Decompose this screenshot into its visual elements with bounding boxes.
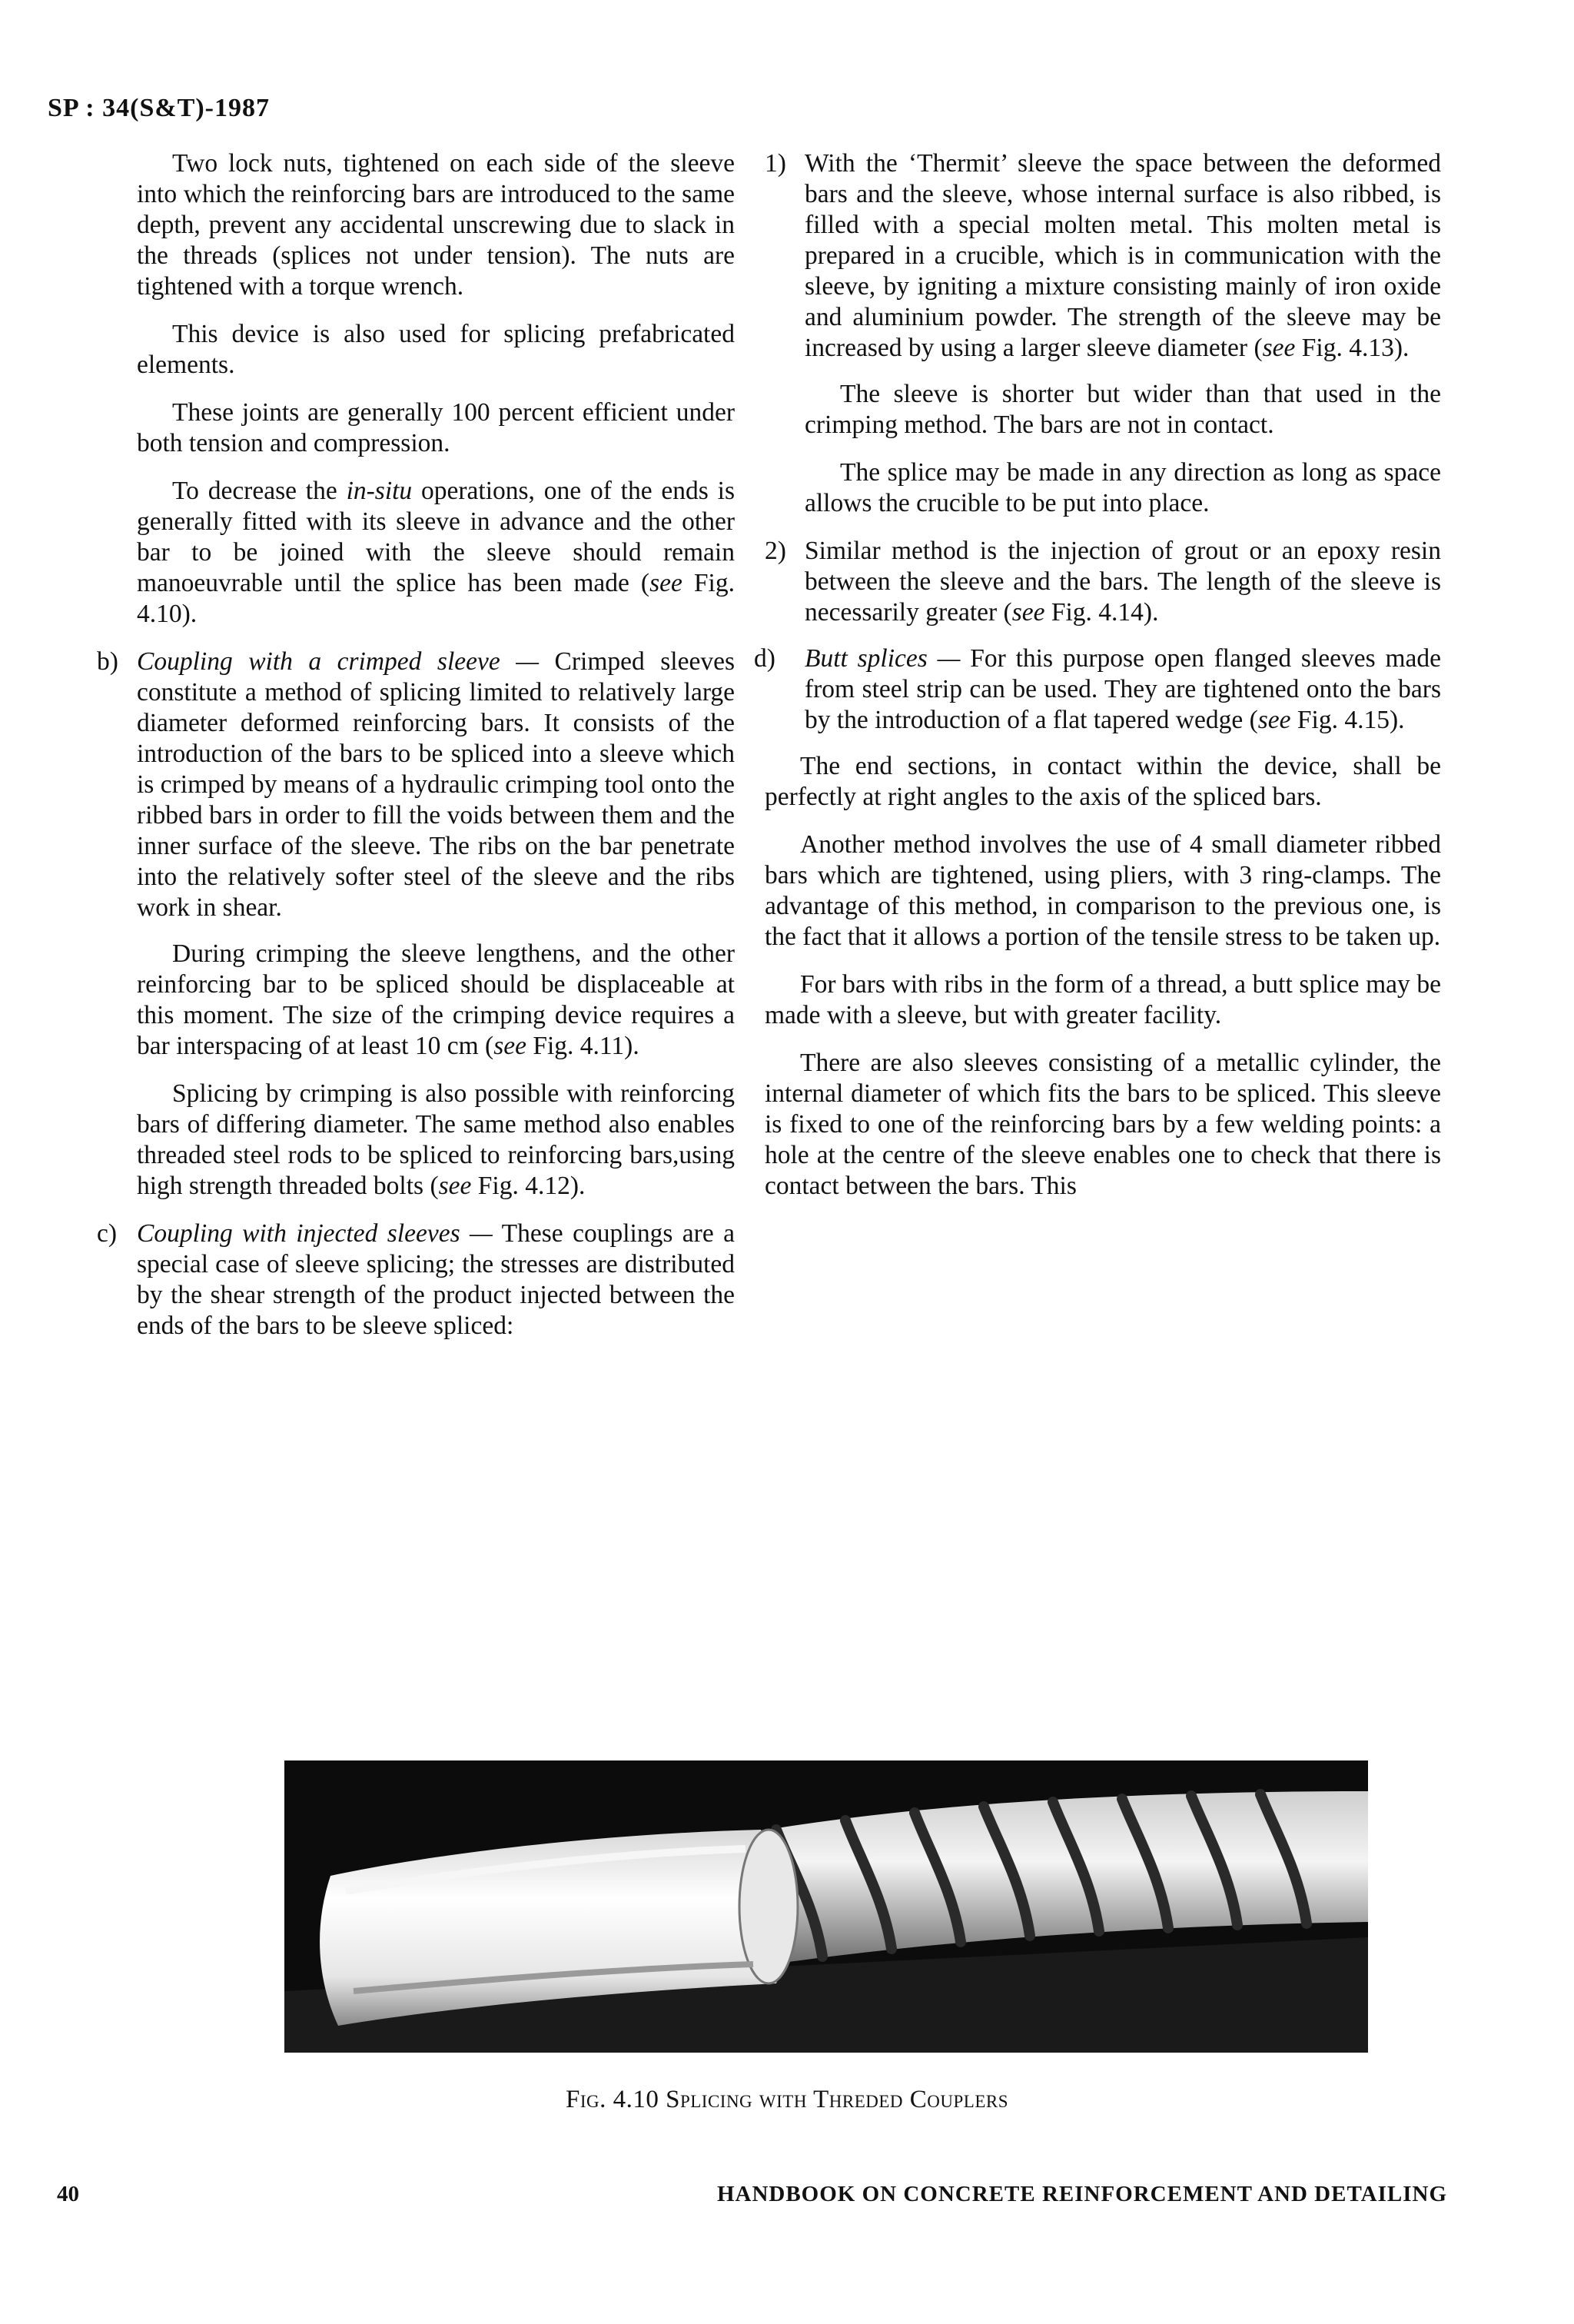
paragraph-efficiency: These joints are generally 100 percent efficient under both tension and compression.	[137, 398, 735, 457]
item-b-title: Coupling with a crimped sleeve —	[137, 647, 540, 676]
subitem-label-1: 1)	[765, 149, 786, 178]
paragraph-in-situ: To decrease the in-situ operations, one of the ends is generally fitted with its sleeve in advance and the other bar to be joined with the sleeve should remain manoeuvrable until the splice has been made (see Fig. 4.10).	[137, 477, 735, 628]
paragraph-differing-diameter: Splicing by crimping is also possible with reinforcing bars of differing diameter. The same method also enables threaded steel rods to be spliced to reinforcing bars,using high strength threaded bolts (see Fig. 4.12).	[137, 1079, 735, 1200]
item-b-crimped-sleeve: b) Coupling with a crimped sleeve — Crimped sleeves constitute a method of splicing limited to relatively large diameter deformed reinforcing bars. It consists of the introduction of the bars to be spliced into a sleeve which is crimped by means of a hydraulic crimping tool onto the ribbed bars in order to fill the voids between them and the inner surface of the sleeve. The ribs on the bar penetrate into the relatively softer steel of the sleeve and the ribs work in shear.	[97, 647, 735, 922]
paragraph-prefabricated: This device is also used for splicing prefabricated elements.	[137, 320, 735, 379]
item-d-butt-splices: d) Butt splices — For this purpose open flanged sleeves made from steel strip can be used. They are tightened onto the bars by the introduction of a flat tapered wedge (see Fig. 4.15).	[754, 644, 1442, 734]
item-d-title: Butt splices —	[805, 644, 961, 673]
paragraph-crimping-lengthens: During crimping the sleeve lengthens, and the other reinforcing bar to be spliced should be displaceable at this moment. The size of the crimping device requires a bar interspacing of at least 10 cm (see Fig. 4.11).	[137, 939, 735, 1060]
paragraph-end-sections: The end sections, in contact within the device, shall be perfectly at right angles to the axis of the spliced bars.	[765, 752, 1441, 811]
item-c-injected-sleeves: c) Coupling with injected sleeves — These couplings are a special case of sleeve splicing; the stresses are distributed by the shear strength of the product injected between the ends of the bars to be sleeve spliced:	[97, 1219, 736, 1340]
paragraph-lock-nuts: Two lock nuts, tightened on each side of the sleeve into which the reinforcing bars are introduced to the same depth, prevent any accidental unscrewing due to slack in the threads (splices not under tension). The nuts are tightened with a torque wrench.	[137, 149, 735, 301]
footer-title: HANDBOOK ON CONCRETE REINFORCEMENT AND DETAILING	[716, 2182, 1447, 2206]
paragraph-sleeve-shorter: The sleeve is shorter but wider than that used in the crimping method. The bars are not in contact.	[805, 380, 1441, 439]
coupler-photo	[284, 1760, 1368, 2053]
subitem-label-2: 2)	[765, 537, 786, 565]
right-column	[754, 148, 1442, 1219]
page-number: 40	[57, 2182, 79, 2206]
item-label-b: b)	[97, 647, 118, 676]
paragraph-ring-clamps: Another method involves the use of 4 small diameter ribbed bars which are tightened, using pliers, with 3 ring-clamps. The advantage of this method, in comparison to the previous one, is the fact that it allows a portion of the tensile stress to be taken up.	[765, 830, 1441, 951]
paragraph-any-direction: The splice may be made in any direction as long as space allows the crucible to be put into place.	[805, 458, 1441, 517]
paragraph-thread-ribs: For bars with ribs in the form of a thread, a butt splice may be made with a sleeve, but with greater facility.	[765, 970, 1441, 1029]
figure-caption: Fig. 4.10 Splicing with Threded Couplers	[565, 2086, 1009, 2113]
running-header: SP : 34(S&T)-1987	[48, 94, 270, 122]
paragraph-metallic-cylinder: There are also sleeves consisting of a metallic cylinder, the internal diameter of which fits the bars to be spliced. This sleeve is fixed to one of the reinforcing bars by a few welding points: a hole at the centre of the sleeve enables one to check that there is contact between the bars. This	[765, 1049, 1441, 1200]
subitem-1-thermit: 1) With the ‘Thermit’ sleeve the space between the deformed bars and the sleeve, whose internal surface is also ribbed, is filled with a special molten metal. This molten metal is prepared in a crucible, which is in communication with the sleeve, by igniting a mixture consisting mainly of iron oxide and aluminium powder. The strength of the sleeve may be increased by using a larger sleeve diameter (see Fig. 4.13).	[765, 149, 1441, 362]
item-c-title: Coupling with injected sleeves —	[137, 1219, 493, 1248]
subitem-2-grout: 2) Similar method is the injection of grout or an epoxy resin between the sleeve and the bars. The length of the sleeve is necessarily greater (see Fig. 4.14).	[765, 537, 1441, 627]
item-label-c: c)	[97, 1219, 118, 1248]
item-label-d: d)	[754, 644, 775, 673]
left-column	[97, 148, 736, 1357]
